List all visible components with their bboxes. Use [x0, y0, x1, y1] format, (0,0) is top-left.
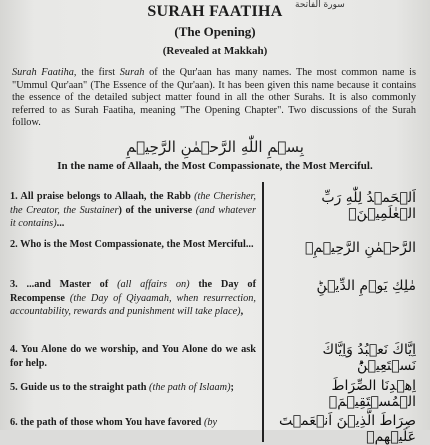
verse-arabic-1: اَلۡحَمۡدُ لِلّٰهِ رَبِّ الۡعٰلَمِيۡنَۙ: [321, 190, 416, 222]
verse-2-text: 2. Who is the Most Compassionate, the Most Merciful...: [10, 239, 254, 250]
verse-1-gloss: (the Cherisher, the Creator, the Sustainer: [10, 191, 256, 216]
verse-4-text: 4. You Alone do we worship, and You Alone do we ask for help.: [10, 344, 256, 369]
verse-3-text-2: the Day of Recompense: [10, 279, 256, 304]
verse-translation-6: [10, 416, 256, 430]
verse-3-text-3: ,: [240, 306, 244, 317]
intro-surah-name: Surah Faatiha: [12, 67, 74, 78]
column-divider: [262, 182, 264, 442]
verse-arabic-3: مٰلِكِ يَوۡمِ الدِّيۡنِؕ: [316, 278, 416, 294]
intro-text-2: of the Qur'aan has many names. The most common name is "Ummul Qur'aan" (The Essence of the Qur'aan). It has been given this name because it contains the essence of the detailed subject matter found in all the other Surahs. It is also commonly referred to as Surah Faatiha, meaning "The Opening Chapter". Two discussions of the Surah follow.: [12, 67, 416, 129]
verse-arabic-4: اِيَّاكَ نَعۡبُدُ وَاِيَّاكَ نَسۡتَعِيۡنُؕ: [322, 342, 416, 374]
intro-text-1: , the first: [73, 67, 120, 78]
verse-1-text-3: ...: [56, 218, 65, 229]
verse-5-gloss: (the path of Islaam): [149, 382, 231, 393]
verse-3-gloss: (all affairs on): [117, 279, 190, 290]
bismillah-arabic: بِسۡمِ اللّٰهِ الرَّحۡمٰنِ الرَّحِيۡمِ: [126, 138, 304, 156]
bismillah-translation: In the name of Allaah, the Most Compassionate, the Most Merciful.: [57, 160, 373, 172]
verse-1-gloss-2: (and whatever it contains): [10, 204, 256, 229]
surah-title: SURAH FAATIHA: [147, 3, 283, 20]
revelation-note: (Revealed at Makkah): [162, 45, 268, 57]
verse-6-gloss: (by: [203, 417, 218, 428]
verse-1-text: 1. All praise belongs to Allaah, the Rabb: [10, 191, 195, 202]
verse-arabic-6: صِرَاطَ الَّذِيۡنَ اَنۡعَمۡتَ عَلَيۡهِمۡ: [279, 413, 416, 445]
verse-arabic-5: اِهۡدِنَا الصِّرَاطَ الۡمُسۡتَقِيۡمَۙ: [328, 378, 416, 410]
verse-translation-1: [10, 190, 256, 231]
verse-3-gloss-2: (the Day of Qiyaamah, when resurrection, accountability, rewards and punishment will take place): [10, 292, 256, 317]
intro-surah-word: Surah: [119, 67, 145, 78]
verse-3-text: 3. ...and Master of: [10, 279, 118, 290]
intro-paragraph: [12, 67, 416, 130]
verse-6-text: 6. the path of those whom You have favored: [10, 417, 204, 428]
verse-translation-2: [10, 238, 256, 252]
verse-5-text-2: ;: [230, 382, 234, 393]
verse-1-text-2: ) of the universe: [118, 204, 196, 216]
verse-translation-3: [10, 278, 256, 319]
verse-5-text: 5. Guide us to the straight path: [10, 382, 150, 393]
verse-translation-5: [10, 381, 256, 395]
surah-subtitle: (The Opening): [174, 24, 256, 39]
running-header-arabic: سورة الفاتحة: [295, 0, 345, 10]
verse-translation-4: [10, 343, 256, 370]
verse-arabic-2: الرَّحۡمٰنِ الرَّحِيۡمِۙ: [304, 240, 416, 256]
